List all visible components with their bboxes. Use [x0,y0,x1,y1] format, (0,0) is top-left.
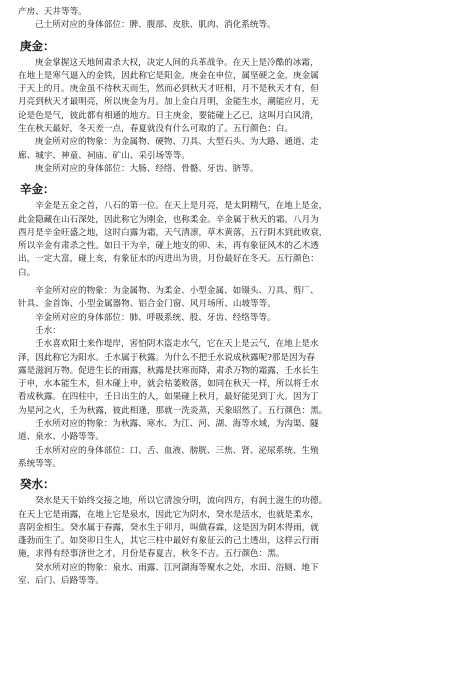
text-line: 在地上是寒气逼入的金铁，因此称它是阳金。庚金在申位，属坚硬之金。庚金属 [18,70,319,81]
text-line: 癸水是天干始终交接之地，所以它清浊分明，流向四方，有润土滋生的功德。 [35,496,328,507]
text-line: 此金隐藏在山石深处，因此称它为刚金，也称柔金。辛金属于秋天的霜。八月为 [18,214,319,225]
text-line: 蓬勃而生了。如癸卯日生人，其它三柱中最好有象征云的己土透出，这样云行雨 [18,536,319,547]
text-line: 系统等等。 [18,458,61,469]
text-line: 室、后门、后路等等。 [18,575,104,586]
text-line: 白。 [18,267,36,278]
text-line: 己土所对应的身体部位：脾、腹部、皮肤、肌肉、消化系统等。 [35,20,276,31]
text-line: 壬水所对应的物象：为秋露、寒水、为江、河、湖、海等水域，为沟渠、隧 [35,419,319,430]
text-line: 喜阴金相生。癸水属于春露，癸水生于卯月，叫做春霖，这是因为阴木得雨，就 [18,522,319,533]
text-line: 为星河之火，壬为秋露，彼此相逢，那就一洗炎蒸，天象昭然了。五行颜色：黑。 [18,405,328,416]
text-line: 针具、金首饰、小型金属器物、铝合金门窗、风月场所、山坡等等。 [18,299,276,310]
text-line: 所以辛金有肃杀之性。如日干为辛，碰上地支的卯、未，再有象征风木的乙木透 [18,241,319,252]
text-line: 出，一定大富，碰上亥，有象征水的丙进出为贵，月份最好在冬天。五行颜色： [18,254,319,265]
text-line: 辛金所对应的物象：为金属物、为柔金、小型金属、如镊头、刀具、剪厂、 [35,286,319,297]
text-line: 庚金掌握这天地间肃杀大权，决定人间的兵革战争。在天上是冷酷的冰霜， [35,57,319,68]
text-line: 在天上它是雨露，在地上它是泉水，因此它为阴水，癸水是活水，也就是柔水， [18,509,319,520]
text-line: 泽，因此称它为阳水。壬水属于秋露。为什么不把壬水说成秋露呢?那是因为春 [18,352,315,363]
text-line: 施，求得有经事济世之才，月份是春夏吉，秋冬不吉。五行颜色：黑。 [18,549,285,560]
text-line: 壬水喜欢阳土来作堤岸，害怕阴木盗走水气，它在天上是云气，在地上是水 [35,339,319,350]
text-line: 酉月是辛金旺盛之地，这时白露为霜，天气清凛，草木黄落，五行阴木到此败衰， [18,227,328,238]
section-heading-renshui: 壬水： [35,325,61,336]
text-line: 廊、城宇、神童、祠庙、矿山、采引场等等。 [18,150,190,161]
text-line: 生在秋天最好，冬天差一点，春夏就没有什么可取的了。五行颜色：白。 [18,124,294,135]
section-heading-guishui: 癸水： [20,477,55,492]
text-line: 论是色是气，彼此都有相通的地方。日主庚金，要能碰上乙已，这叫月白风清， [18,110,319,121]
text-line: 露是滋润万物。促进生长的雨露，秋露是扶寒而降，肃杀万物的霜露，壬水长生 [18,365,319,376]
text-line: 辛金所对应的身体部位：肺、呼吸系统、股、牙齿、经络等等。 [35,312,276,323]
text-line: 于申，水本能生木，但木碰上申，就会枯萎败落，如同在秋天一样，所以将壬水 [18,379,319,390]
section-heading-gengjin: 庚金： [20,38,55,53]
text-line: 庚金所对应的物象：为金属物、硬物、刀具、大型石头、为大路、通道、走 [35,137,319,148]
text-line: 月亮到秋天才最明亮，所以庚金为月。加上金白月明，金能生水，潮能应月，无 [18,97,319,108]
text-line: 看成秋露。在四柱中，壬日出生的人，如果碰上秋月，最好能见到丁火。因为丁 [18,392,319,403]
text-line: 庚金所对应的身体部位：大肠、经络、骨骼、牙齿、脐等。 [35,163,259,174]
text-line: 辛金是五金之首，八石的第一位。在天上是月亮，是太阴精气，在地上是金， [35,201,328,212]
text-line: 于天上的月。庚金虽不待秋天而生，然而必到秋天才旺相，月不是秋天才有，但 [18,84,319,95]
text-line: 产房、天井等等。 [18,7,87,17]
text-line: 壬水所对应的身体部位：口、舌、血液、膀胱、三焦、肾、泌尿系统、生殖 [35,445,319,456]
section-heading-xinjin: 辛金： [20,182,55,197]
text-line: 癸水所对应的物象：泉水、雨露、江河湖海等聚水之处，水田、浴厕、地下 [35,562,319,573]
text-line: 道、泉水、小路等等。 [18,432,104,443]
